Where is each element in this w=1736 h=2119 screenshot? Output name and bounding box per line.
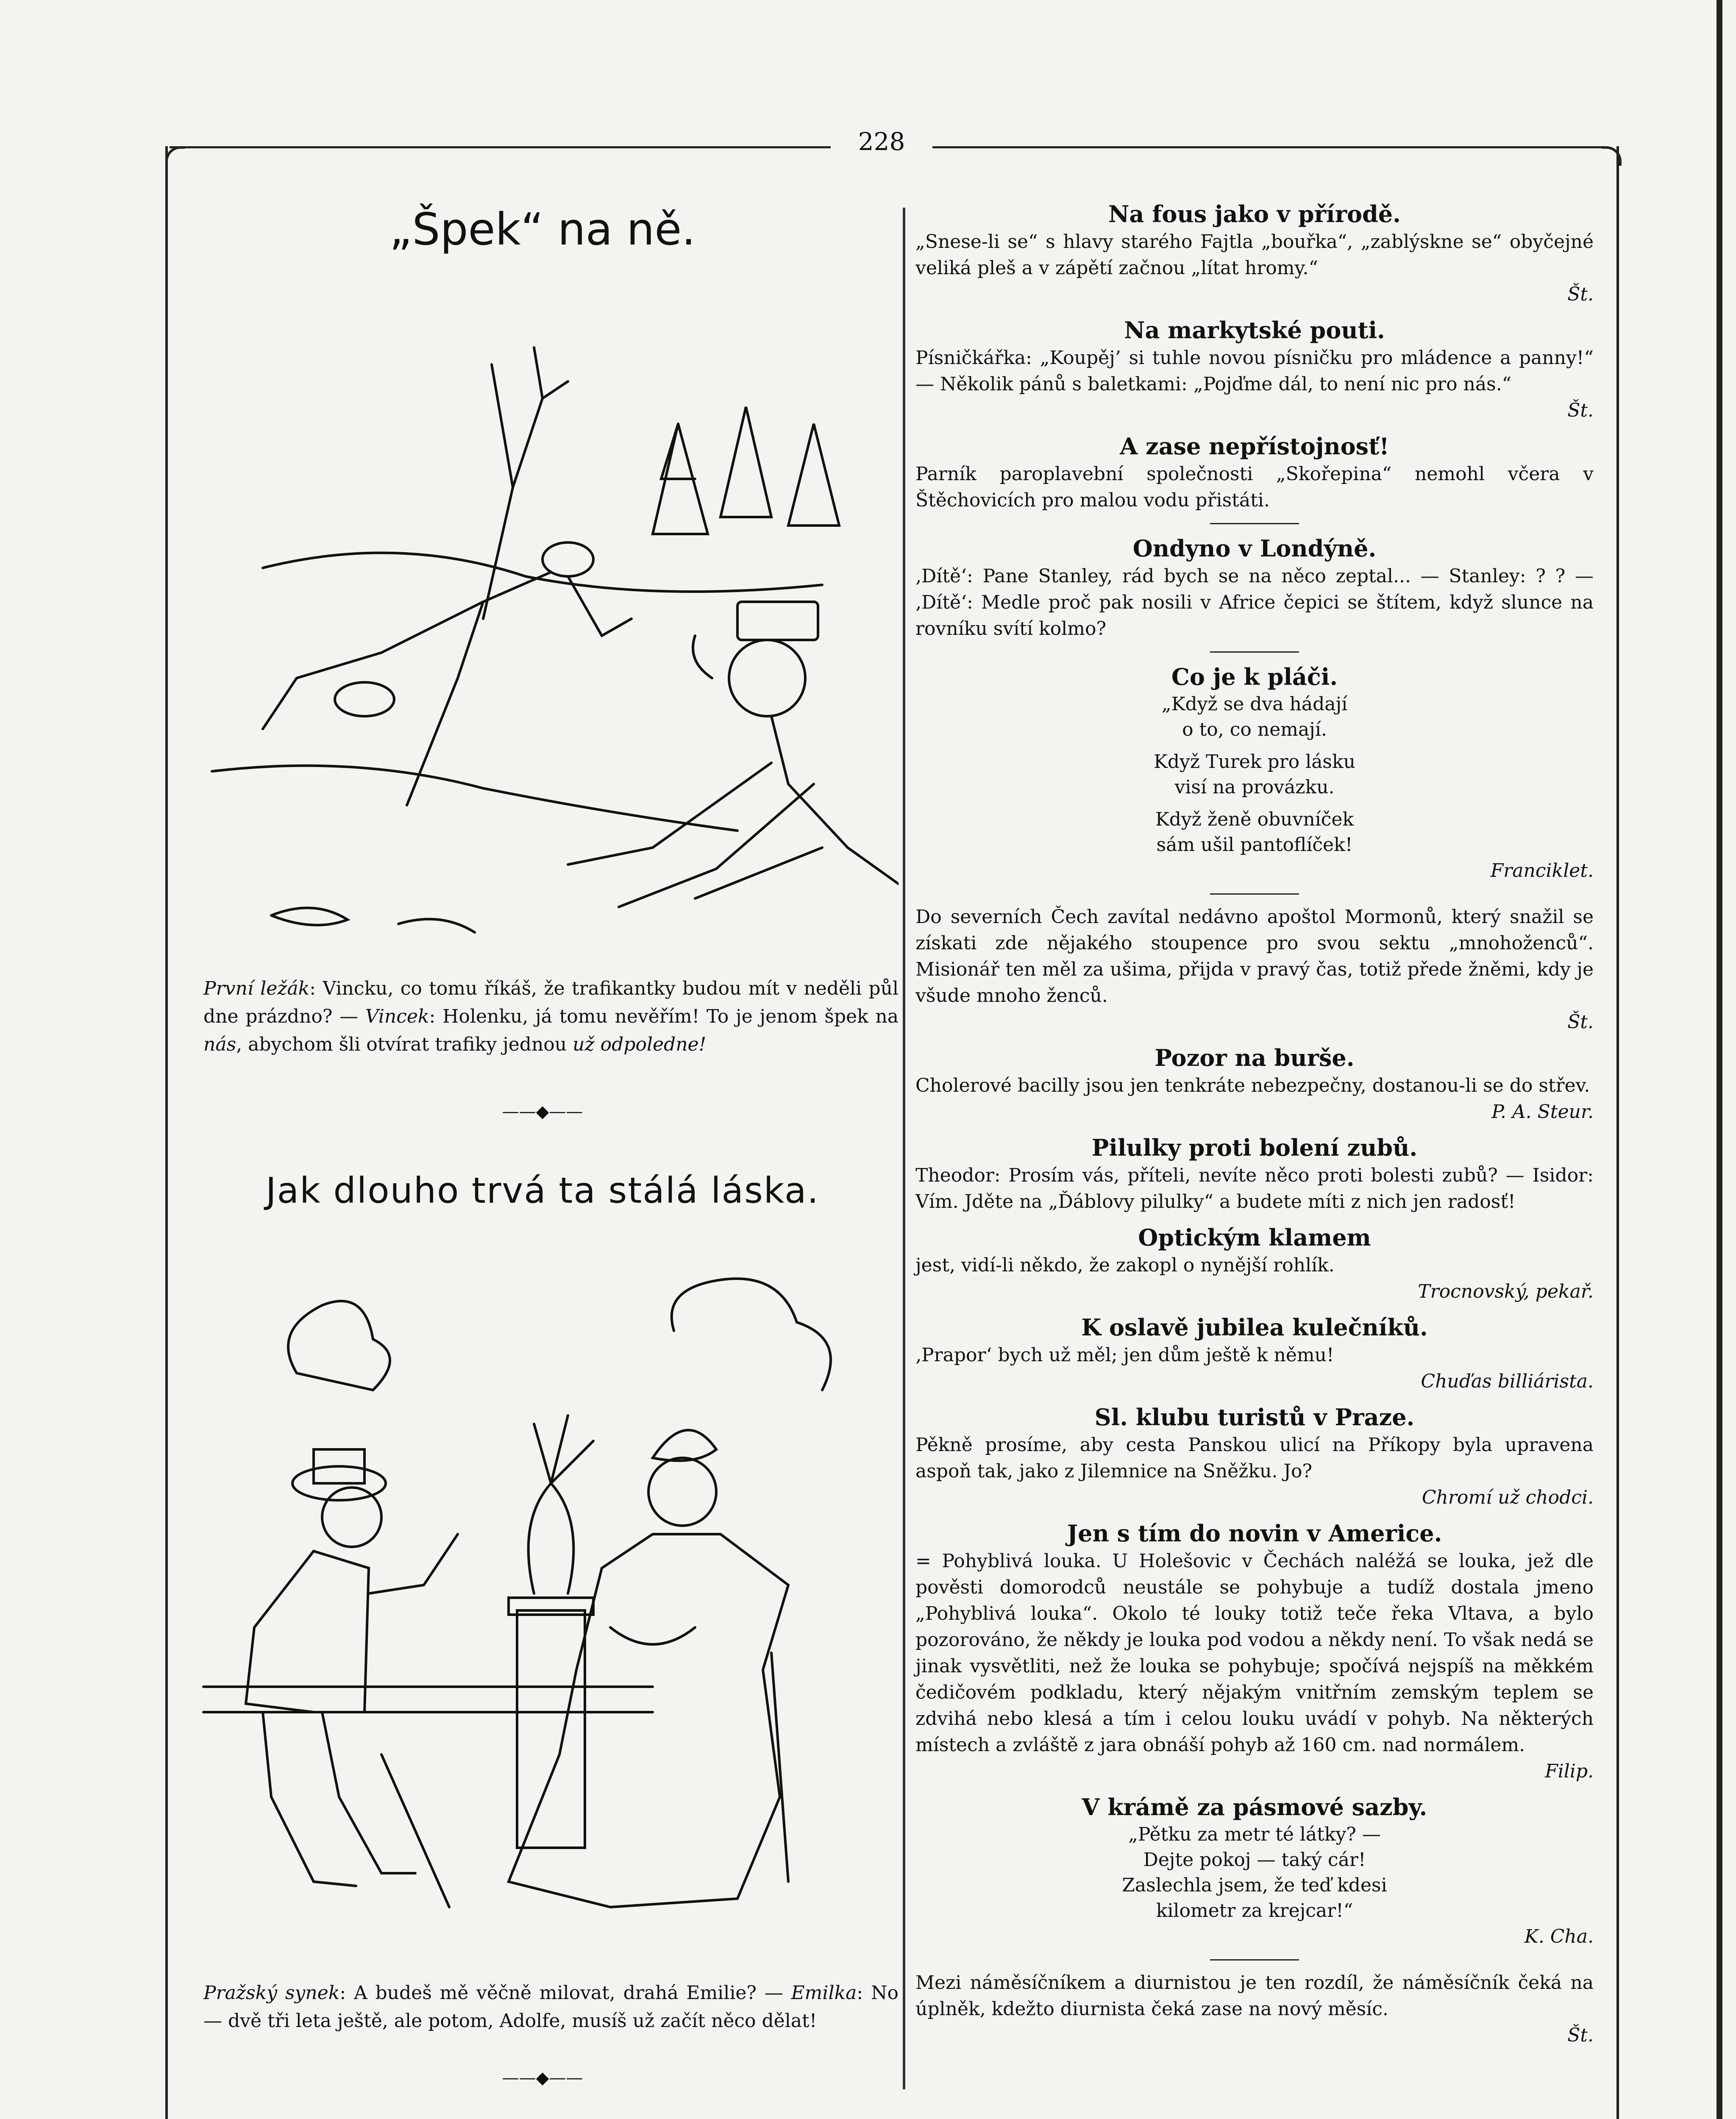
section-mormoni: [915, 904, 1594, 1035]
section-signature: Chromí už chodci.: [1422, 1487, 1594, 1508]
section-rule: [1210, 651, 1299, 653]
cartoon2-illustration: [186, 1246, 899, 1941]
section-signature: K. Cha.: [1524, 1926, 1594, 1947]
caption-text: : A budeš mě věčně milovat, drahá Emilie? —: [339, 1982, 791, 2004]
section-title: Optickým klamem: [1138, 1224, 1371, 1251]
section-title: Sl. klubu turistů v Praze.: [1094, 1404, 1415, 1431]
verse-line: kilometr za krejcar!“: [1156, 1900, 1353, 1922]
section-signature: Št.: [1567, 284, 1594, 305]
verse-line: Zaslechla jsem, že teď kdesi: [1122, 1874, 1387, 1896]
section-title: Co je k pláči.: [1171, 663, 1338, 690]
caption-text: : Vincku, co tomu říkáš, že trafikantky budou mít v neděli půl dne prázdno? —: [203, 978, 899, 1027]
section-rule: [1210, 1959, 1299, 1960]
section-rule: [1210, 893, 1299, 895]
section-text: Písničkářka: „Koupěj’ si tuhle novou písničku pro mládence a panny!“ — Několik pánů s baletkami: „Pojďme dál, to není nic pro nás.“: [915, 347, 1594, 395]
verse-line: Dejte pokoj — taký cár!: [1143, 1849, 1366, 1871]
section-kulecniky: [915, 1313, 1594, 1395]
section-signature: Filip.: [1545, 1760, 1594, 1782]
speaker-2: Emilka: [791, 1982, 857, 2004]
ornament-divider: ——◆——: [502, 2068, 583, 2088]
section-klub-turistu: [915, 1402, 1594, 1511]
section-text: ‚Prapor‘ bych už měl; jen dům ještě k němu!: [915, 1344, 1334, 1366]
section-title: Pilulky proti bolení zubů.: [1091, 1134, 1418, 1161]
section-title: V krámě za pásmové sazby.: [1082, 1794, 1427, 1821]
section-kram: [915, 1792, 1594, 1950]
section-signature: Št.: [1567, 400, 1594, 421]
section-text: Theodor: Prosím vás, příteli, nevíte něco proti bolesti zubů? — Isidor: Vím. Jděte na „Ďáblovy pilulky“ a budete míti z nich jen radosť!: [915, 1165, 1594, 1212]
section-ondyno: [915, 534, 1594, 642]
section-title: Ondyno v Londýně.: [1132, 535, 1377, 562]
caption-text: , abychom šli otvírat trafiky jednou: [236, 1034, 573, 1055]
section-signature: Franciklet.: [1490, 860, 1594, 882]
page-number: 228: [858, 127, 905, 156]
cartoon2-title: Jak dlouho trvá ta stálá láska.: [265, 1170, 820, 1211]
section-amerika: [915, 1518, 1594, 1785]
speaker-2: Vincek: [365, 1006, 429, 1027]
section-signature: Chuďas billiárista.: [1421, 1371, 1594, 1392]
section-title: Jen s tím do novin v Americe.: [1067, 1520, 1442, 1547]
section-text: Cholerové bacilly jsou jen tenkráte nebezpečny, dostanou-li se do střev.: [915, 1075, 1590, 1096]
verse-line: o to, co nemají.: [1182, 719, 1327, 740]
section-namesicnik: [915, 1970, 1594, 2049]
section-rule: [1210, 523, 1299, 524]
cartoon1-title: „Špek“ na ně.: [389, 203, 696, 255]
section-signature: Št.: [1567, 1011, 1594, 1033]
verse-line: „Pětku za metr té látky? —: [1128, 1824, 1381, 1845]
section-text: Parník paroplavební společnosti „Skořepina“ nemohl včera v Štěchovicích pro malou vodu přistáti.: [915, 463, 1594, 511]
verse-line: „Když se dva hádají: [1161, 693, 1348, 715]
page-edge: [1717, 0, 1722, 2119]
section-text: Do severních Čech zavítal nedávno apoštol Mormonů, který snažil se získati zde nějakého stoupence pro svou sektu „mnohoženců“. Misionář ten měl za ušima, přijda v pravý čas, totiž přede žněmi, kdy je všude mnoho ženců.: [915, 906, 1594, 1007]
verse-line: Když Turek pro lásku: [1153, 751, 1356, 773]
cartoon2-caption: [203, 1979, 899, 2035]
ornament-divider: ——◆——: [502, 1102, 583, 1121]
section-title: Pozor na burše.: [1155, 1044, 1355, 1071]
right-column: [915, 199, 1594, 2056]
section-text: „Snese-li se“ s hlavy starého Fajtla „bouřka“, „zablýskne se“ obyčejné veliká pleš a v zápětí začnou „lítat hromy.“: [915, 231, 1594, 279]
caption-text: : Holenku, já tomu nevěřím! To je jenom špek na: [429, 1006, 899, 1027]
verse-line: Když ženě obuvníček: [1155, 809, 1354, 830]
section-signature: P. A. Steur.: [1491, 1101, 1594, 1123]
section-text: jest, vidí-li někdo, že zakopl o nynější rohlík.: [915, 1254, 1335, 1276]
section-signature: Trocnovský, pekař.: [1418, 1281, 1594, 1302]
verse-line: visí na provázku.: [1174, 776, 1335, 798]
speaker-1: Pražský synek: [203, 1982, 340, 2004]
cartoon1-caption: [203, 975, 899, 1059]
section-text: Mezi náměsíčníkem a diurnistou je ten rozdíl, že náměsíčník čeká na úplněk, kdežto diurnista čeká zase na nový měsíc.: [915, 1972, 1594, 2020]
section-na-fous: [915, 199, 1594, 308]
section-title: Na markytské pouti.: [1124, 317, 1385, 344]
column-divider: [903, 208, 905, 2089]
section-text: Pěkně prosíme, aby cesta Panskou ulicí na Příkopy byla upravena aspoň tak, jako z Jilemnice na Sněžku. Jo?: [915, 1434, 1594, 1482]
caption-emphasis: už odpoledne!: [573, 1034, 707, 1055]
section-co-je-k-placi: [915, 662, 1594, 884]
section-opticky-klam: [915, 1223, 1594, 1305]
section-pilulky: [915, 1133, 1594, 1215]
speaker-1: První ležák: [203, 978, 310, 999]
section-markytske-pouti: [915, 315, 1594, 424]
section-nepristojnost: [915, 431, 1594, 514]
caption-emphasis: nás: [203, 1034, 236, 1055]
verse-line: sám ušil pantoflíček!: [1156, 834, 1353, 856]
section-title: K oslavě jubilea kulečníků.: [1081, 1314, 1428, 1341]
section-title: Na fous jako v přírodě.: [1108, 200, 1401, 228]
section-text: ‚Dítě‘: Pane Stanley, rád bych se na něco zeptal... — Stanley: ? ? — ‚Dítě‘: Medle proč pak nosili v Africe čepici se štítem, když slunce na rovníku svítí kolmo?: [915, 565, 1594, 640]
section-text: = Pohyblivá louka. U Holešovic v Čechách naléžá se louka, jež dle pověsti domorodců neustále se pohybuje a tudíž dostala jmeno „Pohyblivá louka“. Okolo té louky totiž teče řeka Vltava, a bylo pozorováno, že někdy je louka pod vodou a někdy není. To však nedá se jinak vysvětliti, než že louka se pohybuje; spočívá nejspíš na měkkém čedičovém podkladu, který nějakým vnitřním zemským teplem se zdvihá nebo klesá a tím i celou louku uvádí v pohyb. Na některých místech a zvláště z jara obnáší pohyb až 160 cm. nad normálem.: [915, 1550, 1594, 1756]
section-title: A zase nepřístojnosť!: [1120, 433, 1389, 460]
section-pozor-na-burse: [915, 1043, 1594, 1125]
section-signature: Št.: [1567, 2024, 1594, 2046]
cartoon1-illustration: [186, 297, 899, 958]
caption-text: : No — dvě tři leta ještě, ale potom, Adolfe, musíš už začít něco dělat!: [203, 1982, 899, 2032]
